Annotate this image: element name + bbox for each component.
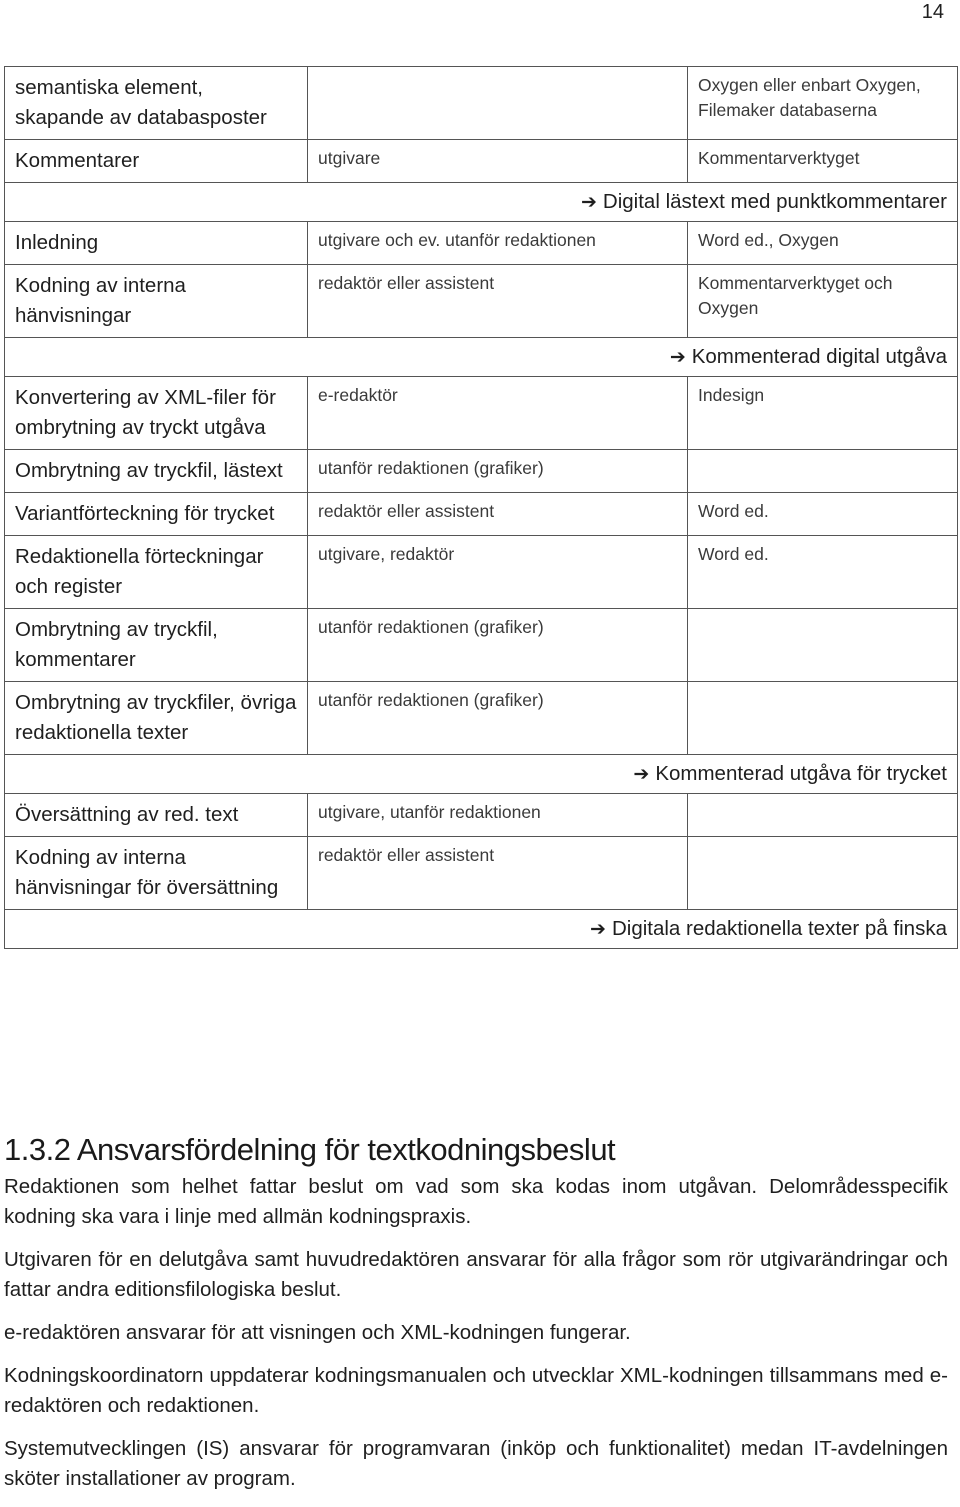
responsible-cell: [308, 682, 688, 755]
responsible-text: utanför redaktionen (grafiker): [318, 458, 544, 478]
tool-cell: [688, 450, 958, 493]
table-row: [5, 794, 958, 837]
table-row: [5, 493, 958, 536]
task-text: Inledning: [15, 231, 99, 254]
tool-text: Kommentarverktyget och Oxygen: [698, 273, 893, 318]
tool-text: Word ed., Oxygen: [698, 230, 839, 250]
section-responsibility: [4, 1130, 948, 1507]
responsible-cell: [308, 493, 688, 536]
result-text: Kommenterad digital utgåva: [691, 345, 947, 368]
result-row: [5, 910, 958, 949]
task-cell: [5, 67, 308, 140]
responsible-cell: [308, 536, 688, 609]
table-row: [5, 682, 958, 755]
task-text: Ombrytning av tryckfil, kommentarer: [15, 618, 218, 671]
table-row: [5, 377, 958, 450]
responsible-text: utgivare: [318, 148, 381, 168]
responsible-cell: [308, 140, 688, 183]
task-text: Kommentarer: [15, 149, 140, 172]
tool-text: Word ed.: [698, 544, 769, 564]
result-text: Kommenterad utgåva för trycket: [655, 762, 947, 785]
tool-cell: [688, 682, 958, 755]
tool-cell: [688, 265, 958, 338]
result-cell: [5, 338, 958, 377]
task-cell: [5, 794, 308, 837]
task-text: semantiska element, skapande av databasposter: [15, 76, 267, 129]
table-row: [5, 67, 958, 140]
responsible-cell: [308, 265, 688, 338]
arrow-right-icon: ➔: [580, 191, 597, 213]
responsible-text: redaktör eller assistent: [318, 501, 495, 521]
result-cell: [5, 755, 958, 794]
table-row: [5, 222, 958, 265]
arrow-right-icon: ➔: [590, 918, 606, 940]
tool-cell: [688, 377, 958, 450]
tool-text: Oxygen eller enbart Oxygen, Filemaker databaserna: [698, 75, 921, 120]
responsible-cell: [308, 450, 688, 493]
table-row: [5, 609, 958, 682]
paragraph: Kodningskoordinatorn uppdaterar kodningsmanualen och utvecklar XML-kodningen tillsammans med e-redaktören och redaktionen.: [4, 1364, 948, 1417]
task-text: Kodning av interna hänvisningar: [15, 274, 186, 327]
task-cell: [5, 265, 308, 338]
task-text: Översättning av red. text: [15, 803, 239, 826]
result-cell: [5, 183, 958, 222]
result-text: Digitala redaktionella texter på finska: [611, 917, 947, 940]
responsible-text: utgivare, utanför redaktionen: [318, 802, 541, 822]
tool-text: Indesign: [698, 385, 765, 405]
tool-cell: [688, 67, 958, 140]
task-cell: [5, 377, 308, 450]
responsible-cell: [308, 377, 688, 450]
task-text: Ombrytning av tryckfiler, övriga redaktionella texter: [15, 691, 297, 744]
task-cell: [5, 682, 308, 755]
tool-cell: [688, 794, 958, 837]
task-text: Kodning av interna hänvisningar för översättning: [15, 846, 279, 899]
paragraph: e-redaktören ansvarar för att visningen och XML-kodningen fungerar.: [4, 1321, 631, 1344]
responsible-text: utanför redaktionen (grafiker): [318, 617, 544, 637]
table-row: [5, 837, 958, 910]
workflow-table: [4, 66, 958, 949]
tool-cell: [688, 222, 958, 265]
task-text: Variantförteckning för trycket: [15, 502, 275, 525]
responsible-cell: [308, 67, 688, 140]
result-row: [5, 183, 958, 222]
responsible-text: e-redaktör: [318, 385, 398, 405]
task-cell: [5, 450, 308, 493]
task-cell: [5, 140, 308, 183]
responsible-text: utgivare, redaktör: [318, 544, 455, 564]
task-cell: [5, 222, 308, 265]
tool-cell: [688, 536, 958, 609]
task-cell: [5, 837, 308, 910]
tool-cell: [688, 837, 958, 910]
responsible-text: redaktör eller assistent: [318, 845, 495, 865]
responsible-cell: [308, 222, 688, 265]
result-row: [5, 755, 958, 794]
section-heading: 1.3.2 Ansvarsfördelning för textkodningsbeslut: [4, 1132, 616, 1167]
arrow-right-icon: ➔: [633, 763, 650, 785]
responsible-cell: [308, 837, 688, 910]
responsible-text: redaktör eller assistent: [318, 273, 495, 293]
tool-cell: [688, 140, 958, 183]
task-cell: [5, 493, 308, 536]
task-cell: [5, 536, 308, 609]
paragraph: Systemutvecklingen (IS) ansvarar för programvaran (inköp och funktionalitet) medan IT-avdelningen sköter installationer av program.: [4, 1437, 948, 1490]
task-cell: [5, 609, 308, 682]
tool-text: Word ed.: [698, 501, 769, 521]
tool-cell: [688, 609, 958, 682]
tool-cell: [688, 493, 958, 536]
table-row: [5, 140, 958, 183]
result-text: Digital lästext med punktkommentarer: [602, 190, 947, 213]
paragraph: Utgivaren för en delutgåva samt huvudredaktören ansvarar för alla frågor som rör utgivarändringar och fattar andra editionsfilologiska beslut.: [4, 1248, 948, 1301]
tool-text: Kommentarverktyget: [698, 148, 860, 168]
result-cell: [5, 910, 958, 949]
table-row: [5, 265, 958, 338]
table-row: [5, 536, 958, 609]
task-text: Ombrytning av tryckfil, lästext: [15, 459, 283, 482]
result-row: [5, 338, 958, 377]
responsible-cell: [308, 609, 688, 682]
paragraph: Redaktionen som helhet fattar beslut om vad som ska kodas inom utgåvan. Delområdesspecifik kodning ska vara i linje med allmän kodningspraxis.: [4, 1175, 948, 1228]
table-row: [5, 450, 958, 493]
task-text: Redaktionella förteckningar och register: [15, 545, 264, 598]
page-number: 14: [921, 1, 944, 23]
responsible-cell: [308, 794, 688, 837]
responsible-text: utgivare och ev. utanför redaktionen: [318, 230, 596, 250]
arrow-right-icon: ➔: [669, 346, 686, 368]
workflow-table-body: [5, 67, 958, 949]
responsible-text: utanför redaktionen (grafiker): [318, 690, 544, 710]
task-text: Konvertering av XML-filer för ombrytning av tryckt utgåva: [15, 386, 276, 439]
